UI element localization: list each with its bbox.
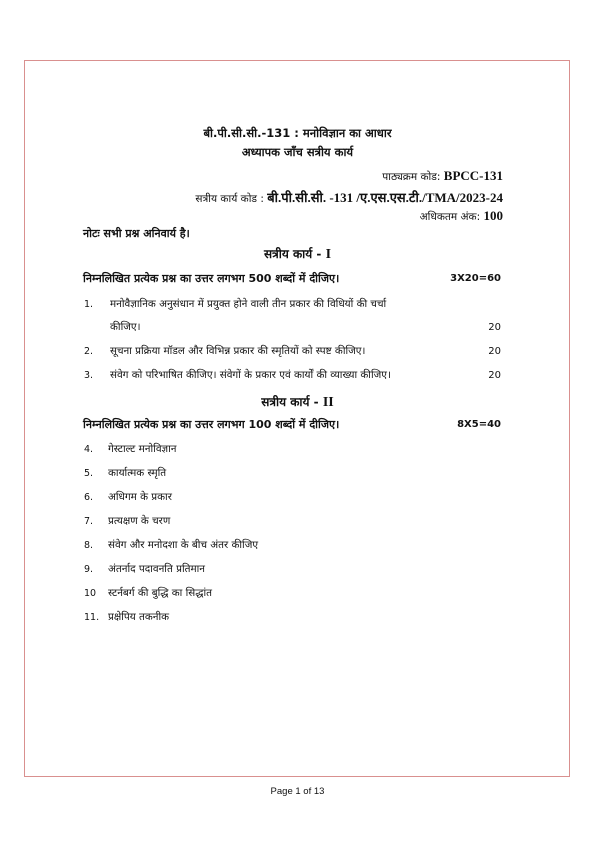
question-text: अंतर्नाद पदावनति प्रतिमान: [108, 563, 206, 575]
assignment-code: [195, 188, 503, 206]
max-marks-label: अधिकतम अंक:: [419, 211, 481, 223]
question-number: 7.: [84, 516, 94, 527]
section-1-marks: 3X20=60: [450, 273, 501, 284]
document-subtitle: अध्यापक जाँच सत्रीय कार्य: [241, 145, 354, 159]
question-text: मनोवैज्ञानिक अनुसंधान में प्रयुक्त होने वाली तीन प्रकार की विधियों की चर्चा: [110, 298, 387, 310]
question-text-continued: कीजिए।: [110, 321, 141, 333]
question-number: 1.: [84, 299, 94, 310]
course-code-value: BPCC-131: [443, 168, 503, 183]
question-text: प्रक्षेपिय तकनीक: [108, 611, 170, 623]
assignment-code-value: बी.पी.सी.सी. -131 /ए.एस.एस.टी./TMA/2023-24: [267, 190, 503, 205]
question-text: गेस्टाल्ट मनोविज्ञान: [108, 443, 177, 455]
section-heading-roman: I: [325, 247, 332, 262]
question-text: कार्यात्मक स्मृति: [108, 467, 167, 479]
assignment-code-label: सत्रीय कार्य कोड :: [195, 193, 268, 205]
question-text: प्रत्यक्षण के चरण: [108, 515, 171, 527]
section-2-instruction: निम्नलिखित प्रत्येक प्रश्न का उत्तर लगभग 100 शब्दों में दीजिए।: [83, 418, 340, 431]
question-number: 4.: [84, 444, 94, 455]
section-heading-1: [0, 245, 595, 263]
question-number: 8.: [84, 540, 94, 551]
course-code: [382, 168, 503, 184]
question-number: 10: [84, 588, 97, 599]
question-number: 2.: [84, 346, 94, 357]
section-1-instruction: निम्नलिखित प्रत्येक प्रश्न का उत्तर लगभग 500 शब्दों में दीजिए।: [83, 272, 340, 285]
section-heading-label: सत्रीय कार्य -: [261, 395, 323, 409]
question-marks: 20: [488, 322, 501, 333]
document-title: बी.पी.सी.सी.-131 : मनोविज्ञान का आधार: [203, 126, 392, 140]
section-heading-2: [0, 393, 595, 411]
section-2-marks: 8X5=40: [457, 419, 501, 430]
question-text: स्टर्नबर्ग की बुद्धि का सिद्धांत: [108, 587, 212, 599]
question-number: 3.: [84, 370, 94, 381]
question-text: अधिगम के प्रकार: [108, 491, 172, 503]
question-number: 9.: [84, 564, 94, 575]
question-number: 5.: [84, 468, 94, 479]
page-number: Page 1 of 13: [270, 786, 325, 797]
question-number: 11.: [84, 612, 100, 623]
course-code-label: पाठ्यक्रम कोड:: [382, 171, 441, 183]
question-marks: 20: [488, 346, 501, 357]
section-heading-label: सत्रीय कार्य -: [263, 247, 326, 261]
question-text: संवेग को परिभाषित कीजिए। संवेगों के प्रकार एवं कार्यों की व्याख्या कीजिए।: [110, 369, 391, 381]
note: नोटः सभी प्रश्न अनिवार्य है।: [83, 227, 190, 240]
section-heading-roman: II: [322, 395, 334, 410]
max-marks: [420, 208, 503, 224]
question-number: 6.: [84, 492, 94, 503]
max-marks-value: 100: [483, 208, 503, 223]
question-text: संवेग और मनोदशा के बीच अंतर कीजिए: [108, 539, 259, 551]
question-text: सूचना प्रक्रिया मॉडल और विभिन्न प्रकार की स्मृतियों को स्पष्ट कीजिए।: [110, 345, 366, 357]
question-marks: 20: [488, 370, 501, 381]
